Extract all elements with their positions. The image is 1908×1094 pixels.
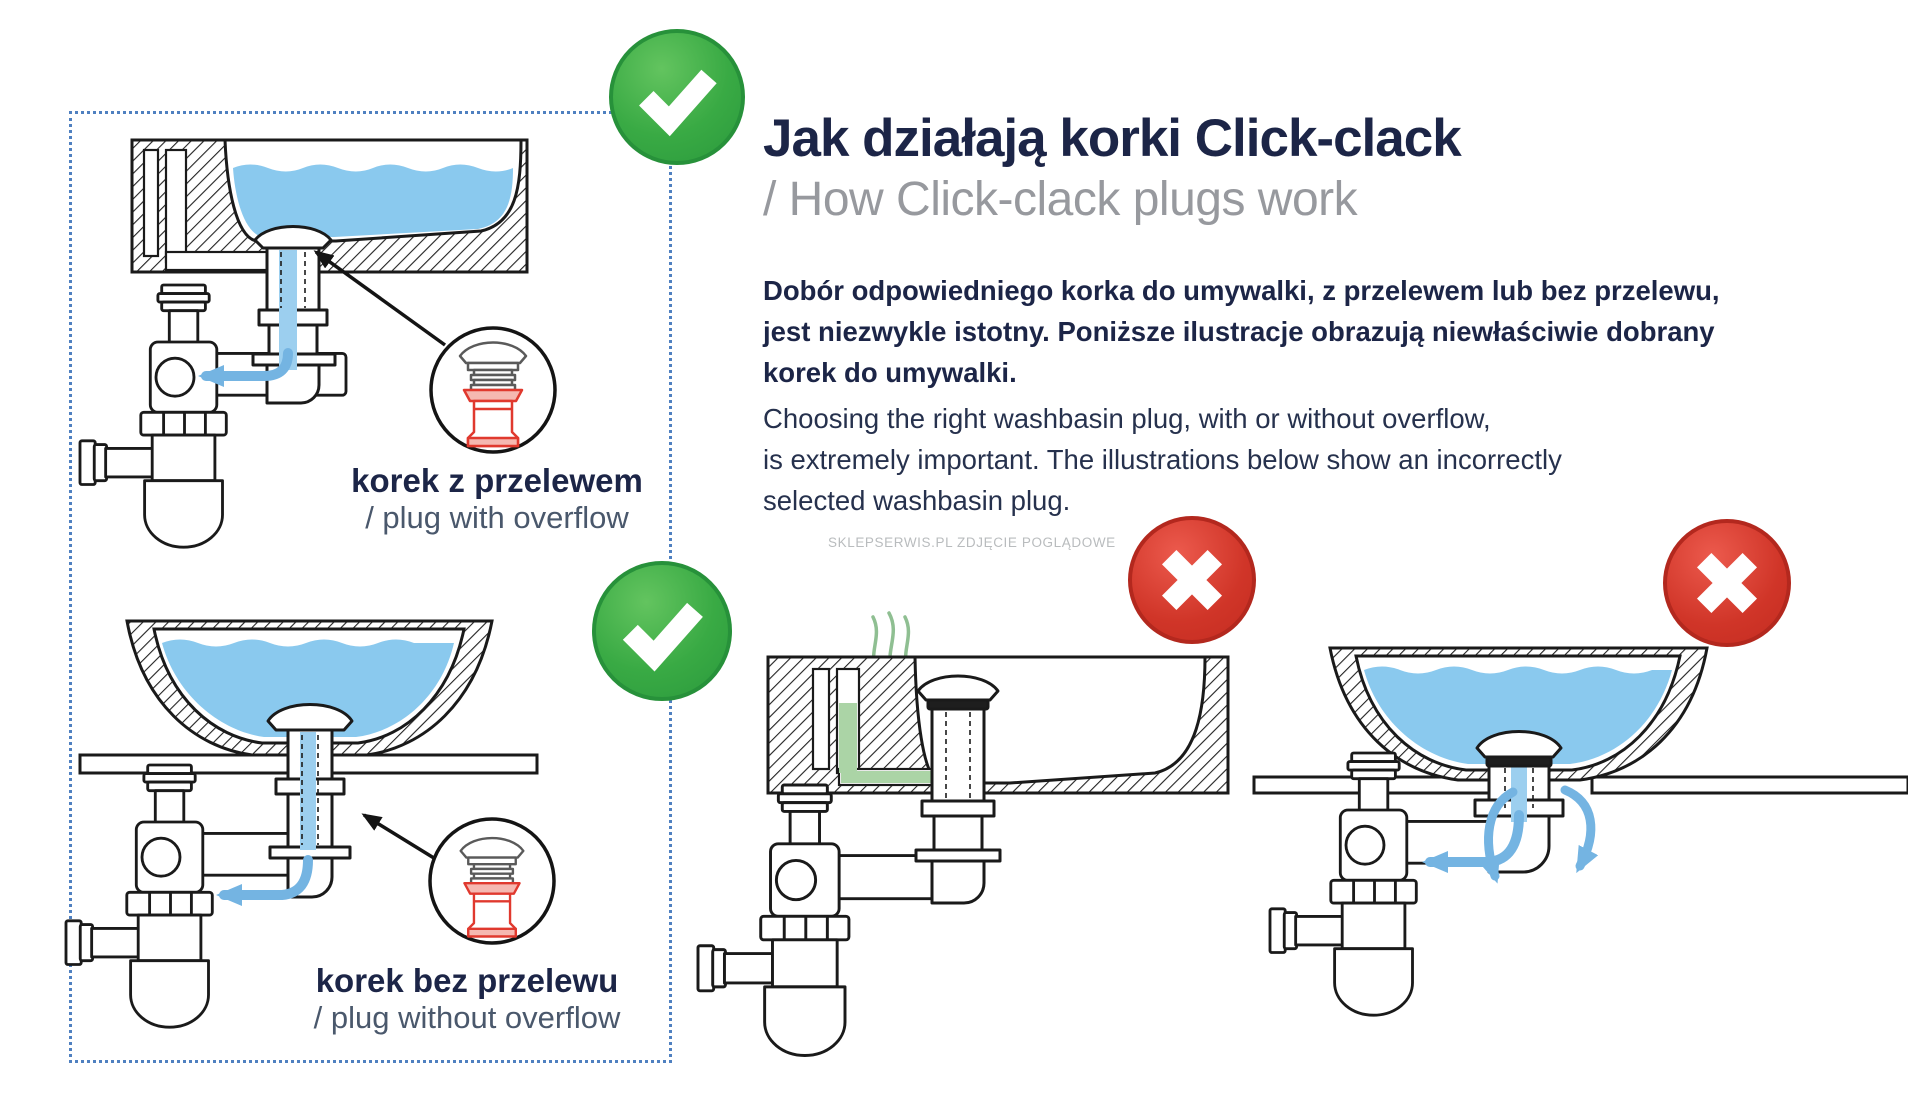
caption-en: / plug with overflow: [365, 500, 629, 535]
caption-pl: korek bez przelewu: [315, 962, 619, 999]
intro-en-line: selected washbasin plug.: [763, 485, 1071, 516]
intro-pl-line: Dobór odpowiedniego korka do umywalki, z przelewem lub bez przelewu,: [763, 275, 1720, 306]
countertop-right: [1592, 777, 1908, 793]
x-icon: [1663, 519, 1791, 647]
intro-paragraph-pl: [763, 270, 1720, 393]
stagnant-water-channel: [839, 703, 857, 773]
intro-pl-line: korek do umywalki.: [763, 357, 1017, 388]
diagram-vessel-bowl-leak-incorrect: [1250, 600, 1908, 1094]
drain-elbow: [932, 861, 984, 903]
wall-gap: [813, 669, 829, 769]
diagram-basin-stagnant-incorrect: [700, 595, 1335, 1094]
wall-gap: [144, 150, 158, 256]
intro-en-line: is extremely important. The illustrations below show an incorrectly: [763, 444, 1562, 475]
intro-paragraph-en: [763, 398, 1583, 521]
watermark: SKLEPSERWIS.PL ZDJĘCIE POGLĄDOWE: [828, 535, 1116, 550]
caption-en: / plug without overflow: [313, 1000, 621, 1035]
intro-en-line: Choosing the right washbasin plug, with or without overflow,: [763, 403, 1491, 434]
siphon-trap: [698, 785, 972, 1055]
caption-plug-without-overflow: [257, 962, 677, 1036]
overflow-channel: [166, 150, 186, 262]
page-subtitle: / How Click-clack plugs work: [763, 173, 1358, 226]
intro-pl-line: jest niezwykle istotny. Poniższe ilustracje obrazują niewłaściwie dobrany: [763, 316, 1715, 347]
page-title: Jak działają korki Click-clack: [763, 109, 1461, 168]
x-icon: [1128, 516, 1256, 644]
overflow-passage: [166, 252, 272, 270]
check-icon: [609, 29, 745, 165]
check-icon: [592, 561, 732, 701]
water: [233, 165, 513, 238]
detail-pointer-arrow: [364, 815, 442, 863]
caption-pl: korek z przelewem: [351, 462, 643, 499]
caption-plug-with-overflow: [287, 462, 707, 536]
